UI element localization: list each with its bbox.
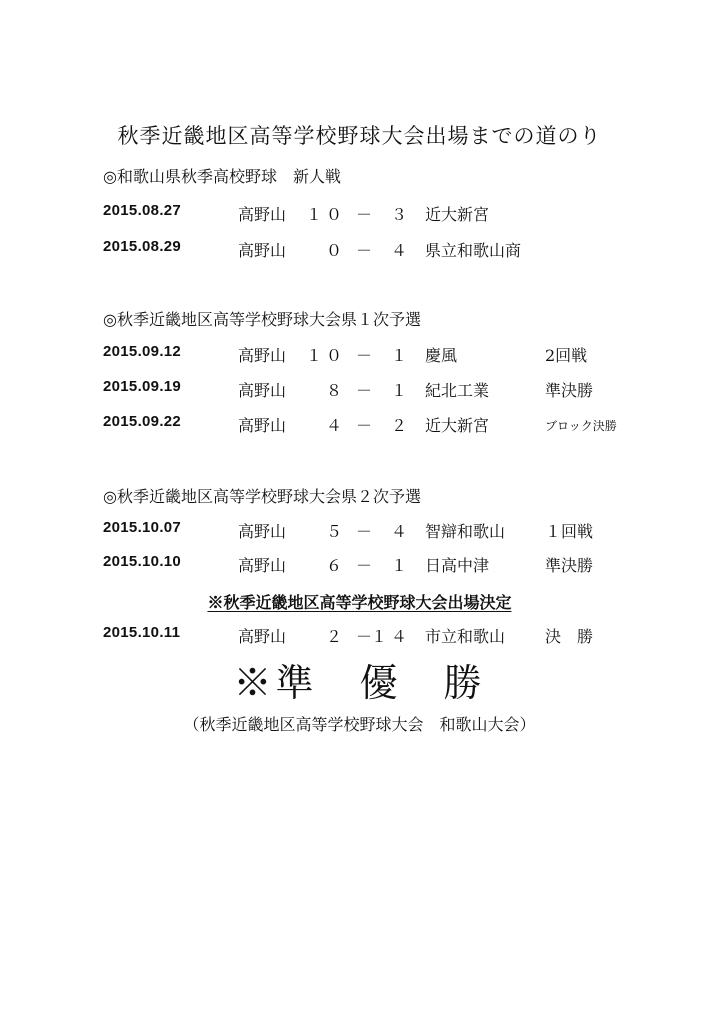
score-dash: － — [356, 556, 373, 575]
game-score-own: １０ — [305, 346, 346, 365]
game-date: 2015.08.27 — [103, 202, 182, 219]
game-score-opp: ４ — [390, 522, 411, 541]
page-title: 秋季近畿地区高等学校野球大会出場までの道のり — [117, 124, 602, 148]
game-score-opp: ４ — [390, 241, 411, 260]
qualification-notice-text: ※秋季近畿地区高等学校野球大会出場決定 — [207, 593, 512, 612]
game-team: 高野山 — [238, 381, 287, 400]
game-date: 2015.09.19 — [103, 378, 182, 395]
game-score-opp: ２ — [390, 416, 411, 435]
game-team: 高野山 — [238, 556, 287, 575]
game-date: 2015.09.22 — [103, 413, 182, 430]
game-score-own: ０ — [325, 241, 346, 260]
game-opponent: 紀北工業 — [425, 381, 490, 400]
game-row — [0, 519, 719, 543]
game-row — [0, 238, 719, 262]
game-score-opp: １ — [390, 381, 411, 400]
score-dash: － — [356, 416, 373, 435]
game-score-opp: １ — [390, 556, 411, 575]
game-opponent: 日高中津 — [425, 556, 490, 575]
game-opponent: 県立和歌山商 — [425, 241, 522, 260]
section-heading-3: ◎秋季近畿地区高等学校野球大会県２次予選 — [103, 487, 421, 506]
score-dash: － — [356, 522, 373, 541]
game-opponent: 近大新宮 — [425, 205, 490, 224]
score-dash: － — [356, 205, 373, 224]
final-game-row — [0, 624, 719, 648]
game-row — [0, 553, 719, 577]
game-round: ブロック決勝 — [545, 419, 617, 433]
game-score-opp: １ — [390, 346, 411, 365]
game-team: 高野山 — [238, 241, 287, 260]
game-opponent: 慶風 — [425, 346, 458, 365]
game-team: 高野山 — [238, 416, 287, 435]
game-round: 準決勝 — [545, 556, 594, 575]
game-team: 高野山 — [238, 522, 287, 541]
footer-note: （秋季近畿地区高等学校野球大会 和歌山大会） — [183, 715, 536, 734]
game-round: 2回戦 — [545, 346, 588, 365]
game-round: １回戦 — [545, 522, 594, 541]
score-dash: － — [356, 627, 373, 646]
game-row — [0, 202, 719, 226]
game-score-opp: １４ — [370, 627, 411, 646]
section-heading-1: ◎和歌山県秋季高校野球 新人戦 — [103, 167, 341, 186]
score-dash: － — [356, 241, 373, 260]
game-score-opp: ３ — [390, 205, 411, 224]
qualification-notice — [0, 590, 719, 613]
game-opponent: 近大新宮 — [425, 416, 490, 435]
game-row — [0, 413, 719, 437]
game-date: 2015.10.07 — [103, 519, 182, 536]
score-dash: － — [356, 346, 373, 365]
game-round: 決 勝 — [545, 627, 594, 646]
game-date: 2015.09.12 — [103, 343, 182, 360]
game-score-own: ８ — [325, 381, 346, 400]
game-team: 高野山 — [238, 627, 287, 646]
game-date: 2015.10.10 — [103, 553, 182, 570]
game-date: 2015.10.11 — [103, 624, 181, 641]
game-score-own: ２ — [325, 627, 346, 646]
game-opponent: 市立和歌山 — [425, 627, 506, 646]
game-date: 2015.08.29 — [103, 238, 182, 255]
game-round: 準決勝 — [545, 381, 594, 400]
section-heading-2: ◎秋季近畿地区高等学校野球大会県１次予選 — [103, 310, 421, 329]
result-heading: ※準 優 勝 — [233, 661, 486, 705]
score-dash: － — [356, 381, 373, 400]
game-team: 高野山 — [238, 205, 287, 224]
game-opponent: 智辯和歌山 — [425, 522, 506, 541]
game-score-own: ６ — [325, 556, 346, 575]
game-team: 高野山 — [238, 346, 287, 365]
game-score-own: ５ — [325, 522, 346, 541]
game-score-own: １０ — [305, 205, 346, 224]
game-score-own: ４ — [325, 416, 346, 435]
game-row — [0, 343, 719, 367]
game-row — [0, 378, 719, 402]
